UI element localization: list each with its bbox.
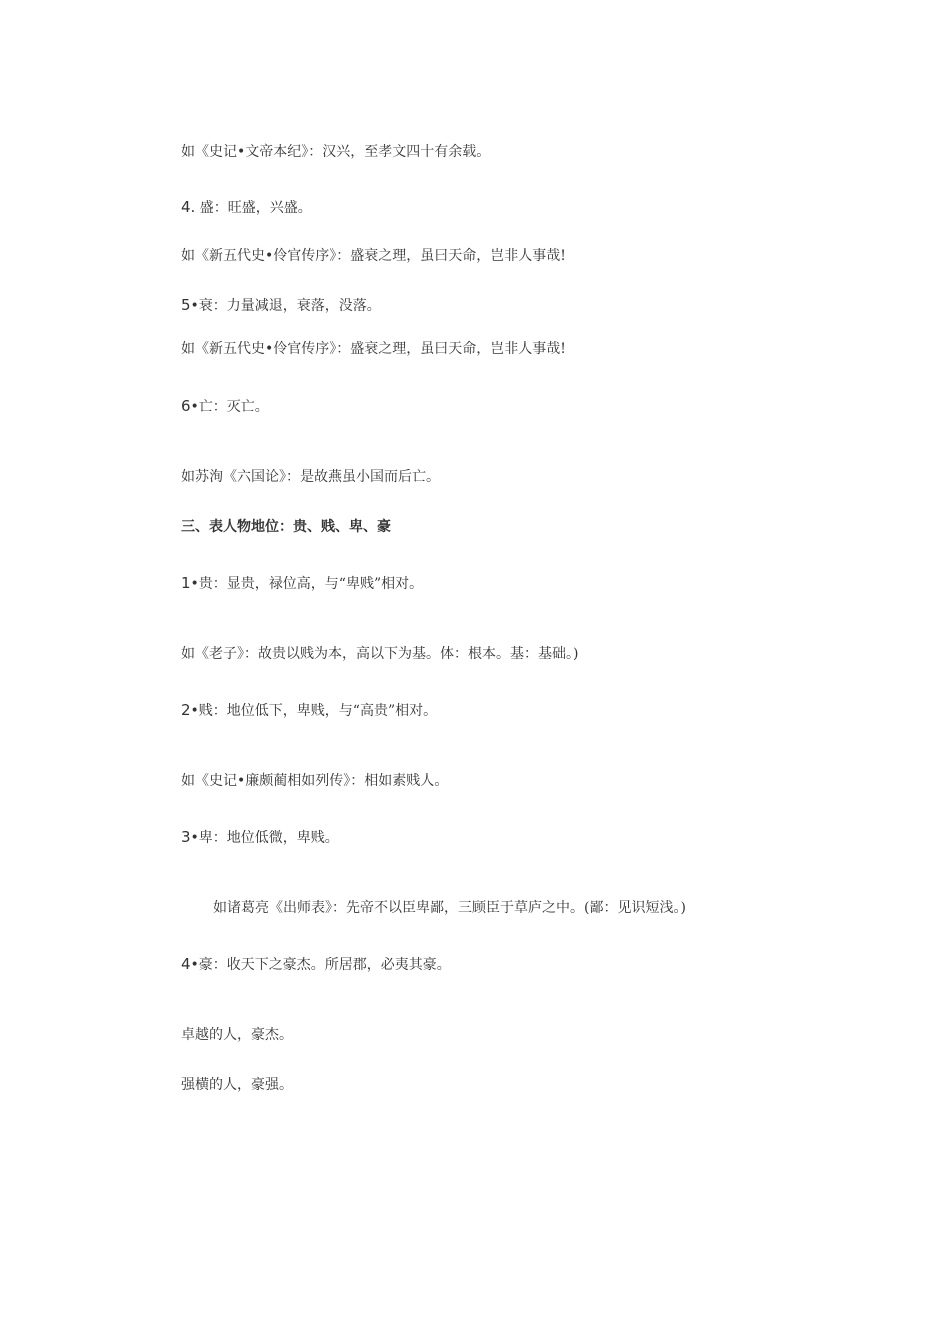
item-6-wang [181,396,269,417]
line-text: 卓越的人，豪杰。 [181,1027,293,1043]
line-text: •豪：收天下之豪杰。所居郡，必夷其豪。 [190,957,451,973]
example-chushibiao [213,898,686,918]
line-text: 盛：旺盛，兴盛。 [195,200,312,216]
example-lingguan-2 [181,339,566,359]
example-shiji-wendi [181,142,490,162]
heading-text: 三、表人物地位：贵、贱、卑、豪 [181,519,391,535]
item-1-gui [181,573,423,594]
line-text: 如《史记•廉颇蔺相如列传》：相如素贱人。 [181,773,449,789]
item-number: 2 [181,701,191,719]
item-4-sheng [181,197,312,218]
line-text: 如诸葛亮《出师表》：先帝不以臣卑鄙，三顾臣于草庐之中。(鄙：见识短浅。) [213,900,686,916]
item-2-jian [181,700,437,721]
example-lingguan-1 [181,246,566,266]
line-text: 如《新五代史•伶官传序》：盛衰之理，虽曰天命，岂非人事哉! [181,248,566,264]
example-lianpo [181,771,448,791]
item-number: 1 [181,574,191,592]
line-text: 如苏洵《六国论》：是故燕虽小国而后亡。 [181,469,440,485]
item-5-shuai [181,295,381,316]
line-text: •亡：灭亡。 [190,399,269,415]
item-3-bei [181,827,339,848]
line-text: •卑：地位低微，卑贱。 [190,830,339,846]
item-4-hao [181,954,451,975]
item-number: 5 [181,296,191,314]
line-text: 如《史记•文帝本纪》：汉兴，至孝文四十有余载。 [181,144,491,160]
item-number: 6 [181,397,191,415]
line-text: •贱：地位低下，卑贱，与“高贵”相对。 [190,703,438,719]
item-number: 3 [181,828,191,846]
line-text: 强横的人，豪强。 [181,1077,293,1093]
definition-haoqiang [181,1075,293,1095]
line-text: •衰：力量减退，衰落，没落。 [190,298,381,314]
line-text: •贵：显贵，禄位高，与“卑贱”相对。 [190,576,424,592]
item-number: 4. [181,198,196,216]
line-text: 如《老子》：故贵以贱为本，高以下为基。体：根本。基：基础。) [181,646,579,662]
item-number: 4 [181,955,191,973]
example-liuguolun [181,467,440,487]
section-heading [181,517,391,537]
example-laozi [181,644,578,664]
definition-haojie [181,1025,293,1045]
line-text: 如《新五代史•伶官传序》：盛衰之理，虽曰天命，岂非人事哉! [181,341,566,357]
